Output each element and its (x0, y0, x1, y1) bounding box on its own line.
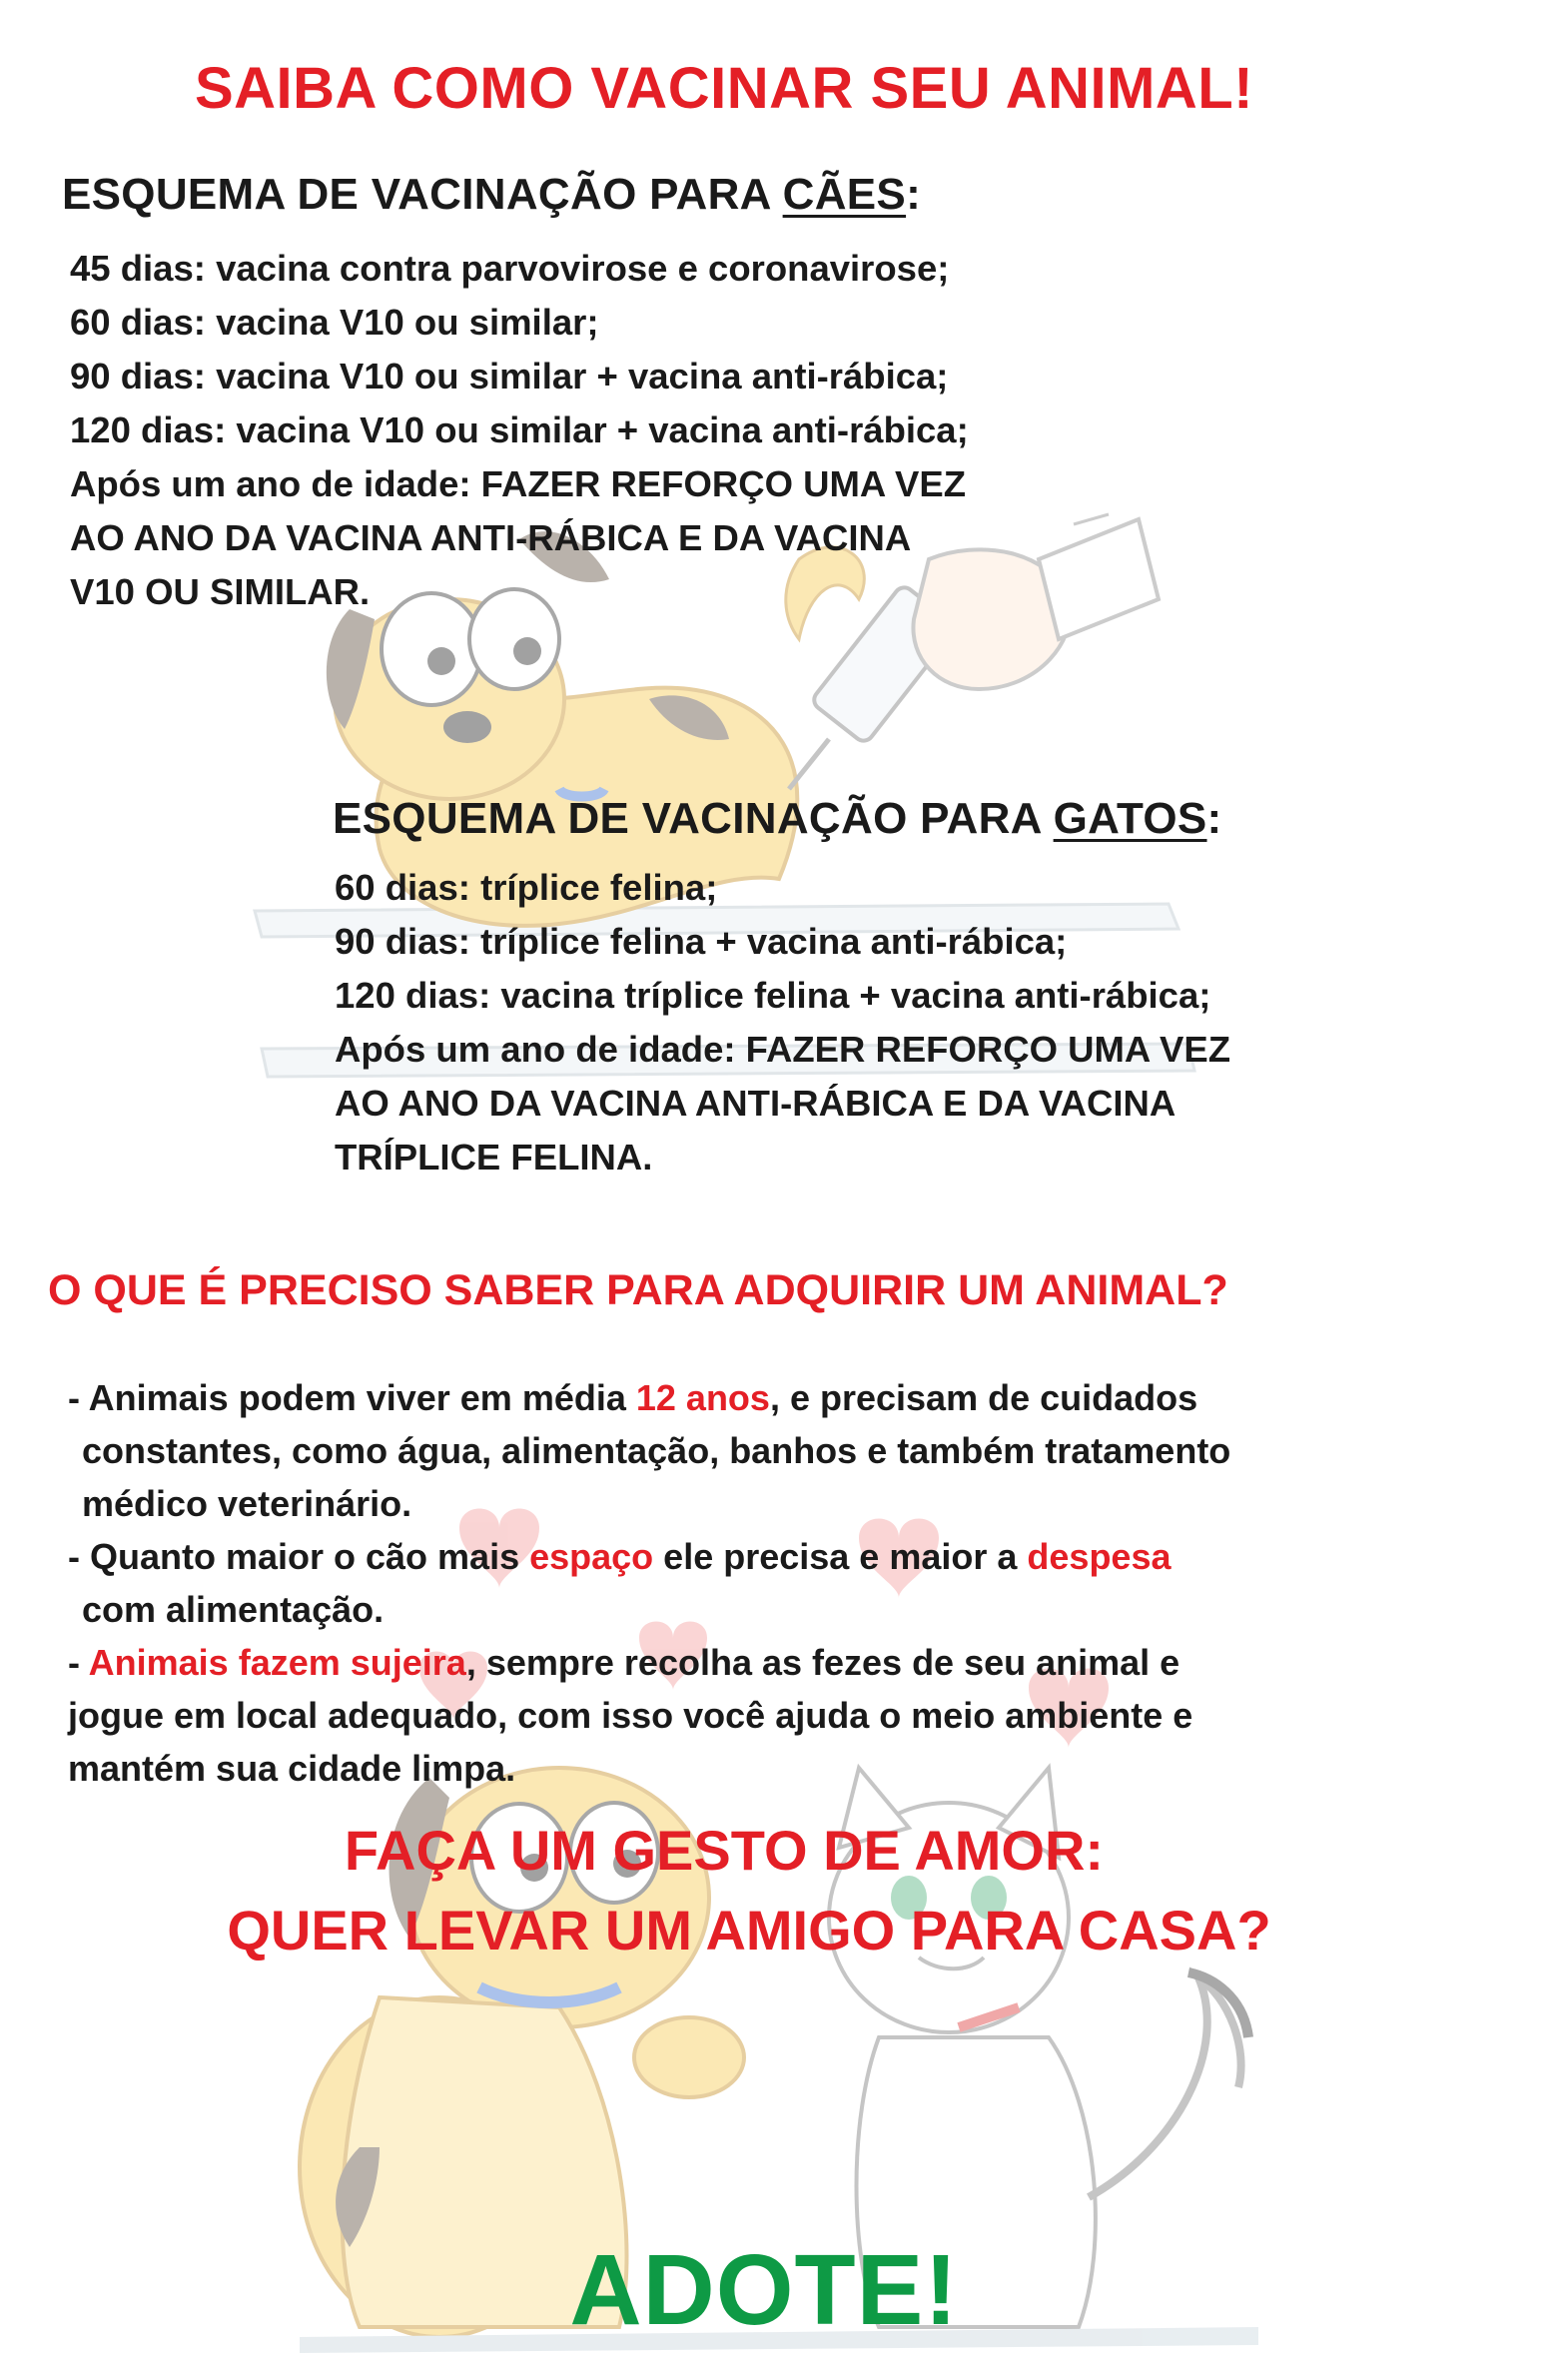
info-p2-line1 (68, 1530, 1230, 1583)
highlight-lifespan: 12 anos (635, 1377, 770, 1418)
dogs-line: 120 dias: vacina V10 ou similar + vacina anti-rábica; (70, 409, 969, 450)
highlight-space: espaço (529, 1536, 654, 1577)
dogs-heading-word: CÃES (782, 170, 907, 219)
info-p1-line2: constantes, como água, alimentação, banhos e também tratamento (82, 1430, 1231, 1471)
dogs-line: 45 dias: vacina contra parvovirose e coronavirose; (70, 248, 950, 289)
info-p3-line3: mantém sua cidade limpa. (68, 1748, 516, 1789)
dogs-line: AO ANO DA VACINA ANTI-RÁBICA E DA VACINA (70, 517, 912, 558)
dogs-line: 60 dias: vacina V10 ou similar; (70, 302, 599, 343)
cats-schedule (335, 861, 1230, 1184)
cats-line: Após um ano de idade: FAZER REFORÇO UMA VEZ (335, 1029, 1230, 1070)
dogs-line: V10 OU SIMILAR. (70, 571, 371, 612)
info-text: ele precisa e maior a (653, 1536, 1028, 1577)
info-p1-line3: médico veterinário. (82, 1483, 412, 1524)
highlight-dirt: Animais fazem sujeira (88, 1642, 466, 1683)
dogs-heading (62, 170, 921, 220)
dogs-heading-suffix: : (906, 170, 922, 219)
info-text: - Quanto maior o cão mais (68, 1536, 530, 1577)
cats-heading (333, 794, 1221, 844)
info-p3-line1 (68, 1636, 1230, 1689)
info-p2-line2: com alimentação. (82, 1589, 385, 1630)
highlight-expense: despesa (1027, 1536, 1172, 1577)
cats-heading-prefix: ESQUEMA DE VACINAÇÃO PARA (333, 794, 1054, 843)
info-p1-line1 (68, 1371, 1230, 1424)
dogs-heading-prefix: ESQUEMA DE VACINAÇÃO PARA (62, 170, 783, 219)
adoption-info (68, 1371, 1230, 1795)
cats-heading-word: GATOS (1053, 794, 1207, 843)
cta-line1: FAÇA UM GESTO DE AMOR: (344, 1819, 1105, 1882)
dogs-line: Após um ano de idade: FAZER REFORÇO UMA VEZ (70, 463, 966, 504)
cats-heading-suffix: : (1206, 794, 1222, 843)
cta-line2: QUER LEVAR UM AMIGO PARA CASA? (227, 1899, 1271, 1962)
info-text: - (68, 1642, 89, 1683)
page-title: SAIBA COMO VACINAR SEU ANIMAL! (194, 56, 1254, 121)
cats-line: AO ANO DA VACINA ANTI-RÁBICA E DA VACINA (335, 1083, 1176, 1124)
info-text: - Animais podem viver em média (68, 1377, 636, 1418)
cats-line: TRÍPLICE FELINA. (335, 1137, 653, 1178)
info-p3-line2: jogue em local adequado, com isso você ajuda o meio ambiente e (68, 1695, 1193, 1736)
cats-line: 60 dias: tríplice felina; (335, 867, 718, 908)
info-text: , sempre recolha as fezes de seu animal e (465, 1642, 1180, 1683)
dogs-line: 90 dias: vacina V10 ou similar + vacina anti-rábica; (70, 356, 949, 396)
cats-line: 90 dias: tríplice felina + vacina anti-rábica; (335, 921, 1068, 962)
adote-slogan: ADOTE! (569, 2234, 959, 2346)
question-heading: O QUE É PRECISO SABER PARA ADQUIRIR UM ANIMAL? (48, 1266, 1228, 1314)
dogs-schedule (70, 242, 969, 619)
cats-line: 120 dias: vacina tríplice felina + vacina anti-rábica; (335, 975, 1211, 1016)
info-text: , e precisam de cuidados (769, 1377, 1198, 1418)
